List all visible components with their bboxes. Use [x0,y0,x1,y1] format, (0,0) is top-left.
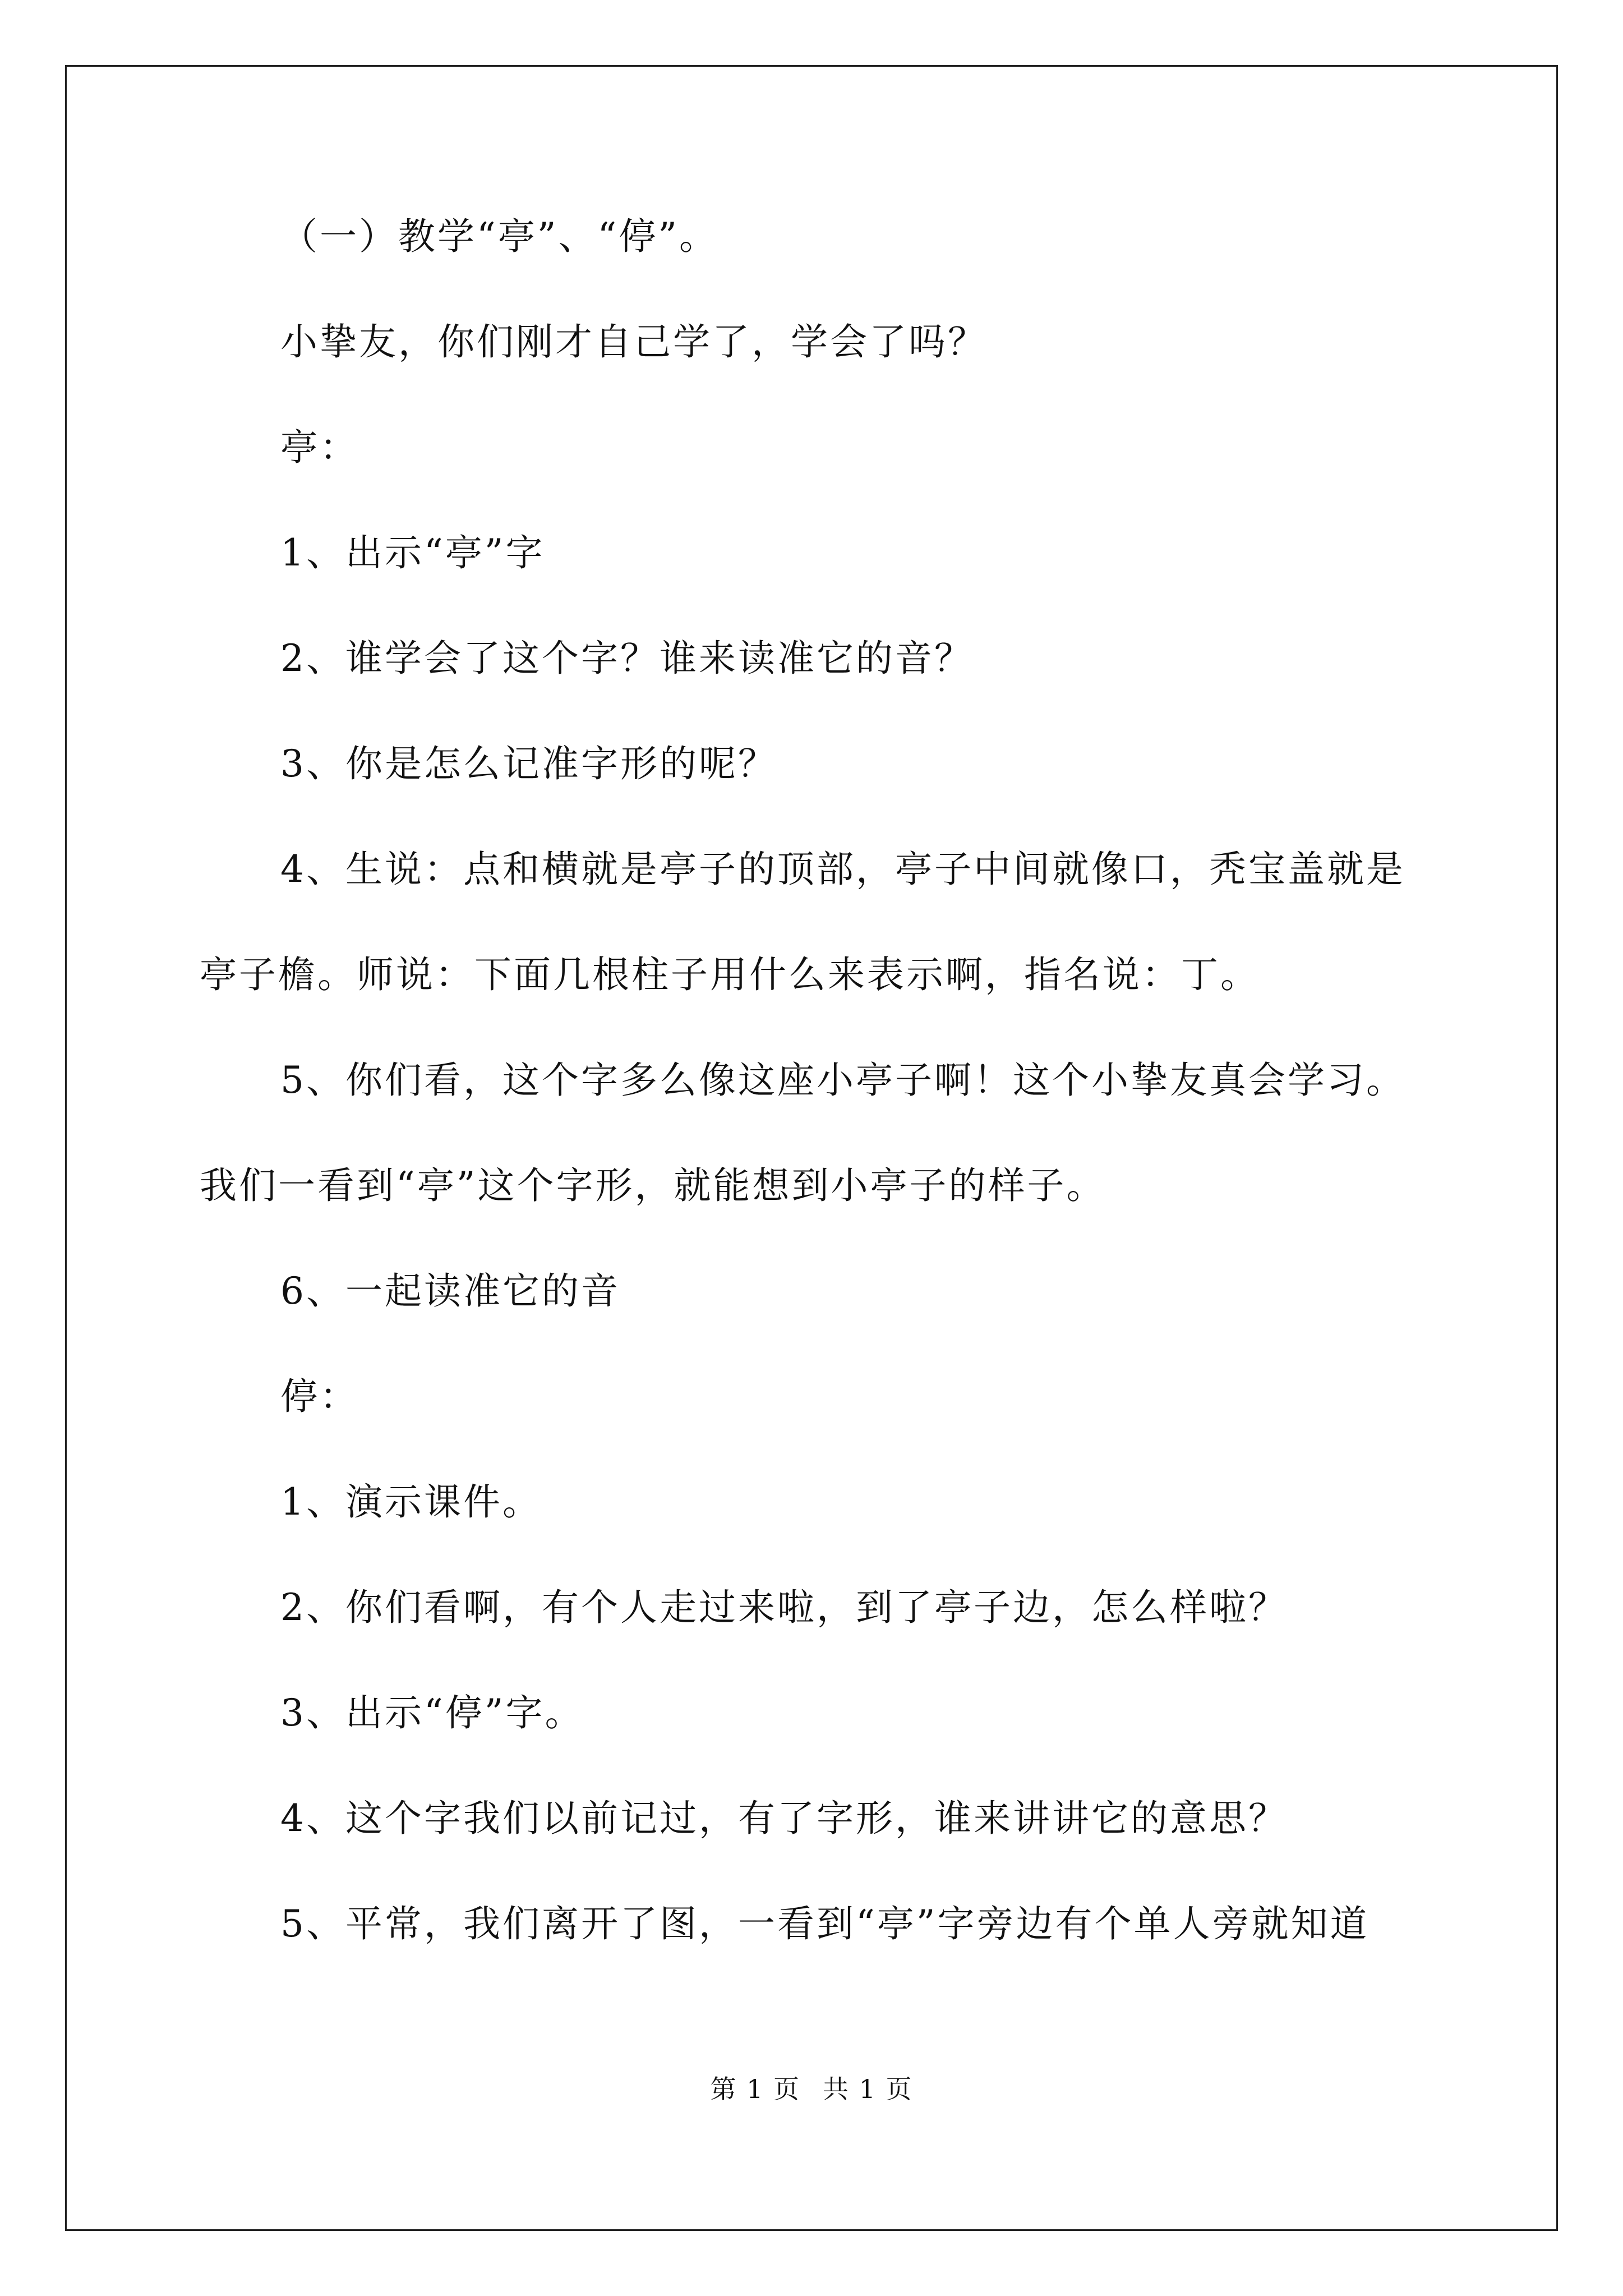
list-item: 2、谁学会了这个字？谁来读准它的音？ [280,637,974,680]
page-number: 第 1 页 [710,2074,800,2104]
list-item: 3、出示“停”字。 [280,1691,584,1734]
list-item: 3、你是怎么记准字形的呢？ [280,742,777,785]
subheading-ting2: 停： [280,1375,359,1418]
subheading-ting: 亭： [280,426,359,469]
page-total: 共 1 页 [823,2074,913,2104]
list-item: 4、这个字我们以前记过，有了字形，谁来讲讲它的意思？ [280,1797,1288,1840]
list-item: 1、出示“亭”字 [280,531,545,574]
list-item: 5、你们看，这个字多么像这座小亭子啊！这个小挚友真会学习。 [280,1059,1405,1102]
list-item: 2、你们看啊，有个人走过来啦，到了亭子边，怎么样啦？ [280,1586,1288,1629]
list-item: 1、演示课件。 [280,1480,542,1524]
list-item-continuation: 我们一看到“亭”这个字形，就能想到小亭子的样子。 [200,1164,1106,1207]
list-item-continuation: 亭子檐。师说：下面几根柱子用什么来表示啊，指名说：丁。 [200,953,1260,996]
page-footer [0,2072,1623,2106]
list-item: 4、生说：点和横就是亭子的顶部，亭子中间就像口，秃宝盖就是 [280,848,1405,891]
paragraph: 小挚友，你们刚才自己学了，学会了吗？ [280,320,987,364]
list-item: 5、平常，我们离开了图，一看到“亭”字旁边有个单人旁就知道 [280,1902,1370,1945]
list-item: 6、一起读准它的音 [280,1269,620,1313]
section-heading: （一）教学“亭”、“停”。 [280,215,718,258]
